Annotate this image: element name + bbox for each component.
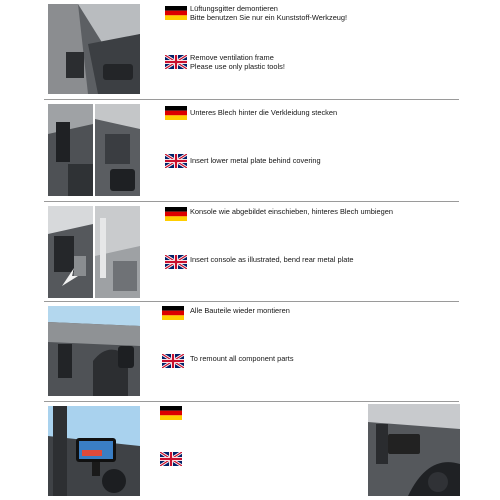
step-3-photo-left: [48, 206, 93, 298]
step-4-de-line-1: Alle Bauteile wieder montieren: [190, 306, 290, 315]
uk-flag-icon: [165, 55, 187, 69]
german-flag-icon: [162, 306, 184, 320]
step-3-de-line-1: Konsole wie abgebildet einschieben, hinteres Blech umbiegen: [190, 207, 393, 216]
step-5-photo-left: [48, 406, 140, 496]
divider-4: [44, 401, 459, 402]
german-flag-icon: [160, 406, 182, 420]
step-2-photo-right: [95, 104, 140, 196]
uk-flag-icon: [160, 452, 182, 466]
step-1-de-line-2: Bitte benutzen Sie nur ein Kunststoff-Werkzeug!: [190, 13, 348, 22]
step-4-text-en: [190, 354, 294, 363]
divider-1: [44, 99, 459, 100]
step-1-photo: [48, 4, 140, 94]
step-4-photo: [48, 306, 140, 396]
step-2-de-line-1: Unteres Blech hinter die Verkleidung stecken: [190, 108, 338, 117]
step-2-en-line-1: Insert lower metal plate behind covering: [190, 156, 321, 165]
step-4-text-de: [190, 306, 290, 315]
german-flag-icon: [165, 6, 187, 20]
step-2-text-en: [190, 156, 321, 165]
step-2-photo-left: [48, 104, 93, 196]
german-flag-icon: [165, 106, 187, 120]
divider-2: [44, 201, 459, 202]
step-1-en-line-1: Remove ventilation frame: [190, 53, 274, 62]
uk-flag-icon: [165, 154, 187, 168]
step-5-photo-right: [368, 404, 460, 496]
german-flag-icon: [165, 207, 187, 221]
step-1-text-en: [190, 53, 285, 71]
step-2-text-de: [190, 108, 337, 117]
divider-3: [44, 301, 459, 302]
step-4-en-line-1: To remount all component parts: [190, 354, 294, 363]
uk-flag-icon: [165, 255, 187, 269]
step-3-photo-right: [95, 206, 140, 298]
step-1-en-line-2: Please use only plastic tools!: [190, 62, 285, 71]
step-1-text-de: [190, 4, 347, 22]
step-3-text-en: [190, 255, 354, 264]
uk-flag-icon: [162, 354, 184, 368]
step-3-text-de: [190, 207, 393, 216]
step-1-de-line-1: Lüftungsgitter demontieren: [190, 4, 278, 13]
step-3-en-line-1: Insert console as illustrated, bend rear metal plate: [190, 255, 354, 264]
